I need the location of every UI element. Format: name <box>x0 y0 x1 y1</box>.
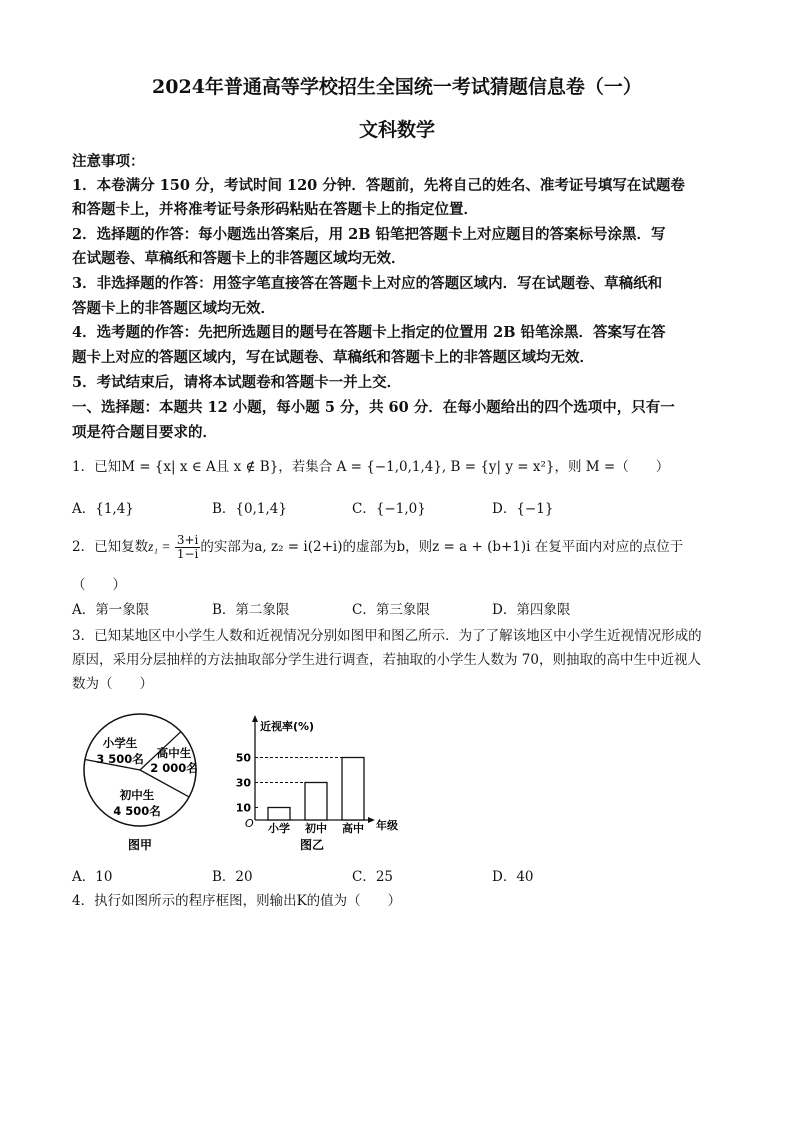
bar-category-label: 高中 <box>342 822 364 835</box>
q1-option-c: C．{−1,0} <box>352 501 426 517</box>
q2-option-a: A．第一象限 <box>72 602 150 618</box>
bar-category-label: 小学 <box>268 822 290 835</box>
q2-fraction-denominator: 1−i <box>176 547 199 561</box>
question-3-line: 数为（ ） <box>72 676 153 692</box>
q2-fraction <box>175 534 201 561</box>
exam-subject: 文科数学 <box>358 119 435 141</box>
bar-origin: O <box>245 817 254 830</box>
pie-label-middle: 初中生 <box>119 788 155 802</box>
notice-line: 在试题卷、草稿纸和答题卡上的非答题区域均无效． <box>72 250 406 267</box>
bar-category-label: 初中 <box>305 822 327 835</box>
q2-option-c: C．第三象限 <box>352 602 430 618</box>
bar-1 <box>305 783 327 821</box>
notice-line: 答题卡上的非答题区域均无效． <box>72 300 275 317</box>
bar-y-tick-label: 30 <box>235 776 251 790</box>
q2-answer-paren: （ ） <box>72 577 126 593</box>
notice-line: 1．本卷满分 150 分，考试时间 120 分钟．答题前，先将自己的姓名、准考证号填写在试题卷 <box>72 177 685 194</box>
q3-option-d: D．40 <box>492 869 534 885</box>
notice-line: 5．考试结束后，请将本试题卷和答题卡一并上交． <box>72 374 402 391</box>
pie-value-high: 2 000名 <box>150 761 198 775</box>
q2-prefix: 2．已知复数 <box>72 539 149 555</box>
notice-heading: 注意事项： <box>72 153 145 170</box>
notice-line: 3．非选择题的作答：用签字笔直接答在答题卡上对应的答题区域内．写在试题卷、草稿纸和 <box>72 275 663 292</box>
question-3-line: 3．已知某地区中小学生人数和近视情况分别如图甲和图乙所示．为了了解该地区中小学生近视情况形成的 <box>72 628 702 644</box>
q2-z1: z₁ = <box>148 539 171 554</box>
pie-label-high: 高中生 <box>156 746 192 760</box>
q1-option-b: B．{0,1,4} <box>212 501 287 517</box>
bar-y-axis-label: 近视率(%) <box>260 720 315 733</box>
bar-y-tick-label: 10 <box>235 801 251 815</box>
section-heading: 一、选择题：本题共 12 小题，每小题 5 分，共 60 分．在每小题给出的四个选项中，只有一 <box>72 399 675 416</box>
question-1: 1．已知M = {x| x ∈ A且 x ∉ B}，若集合 A = {−1,0,1,4}, B = {y| y = x²}，则 M =（ ） <box>72 459 670 475</box>
q2-option-b: B．第二象限 <box>212 602 290 618</box>
exam-title: 2024年普通高等学校招生全国统一考试猜题信息卷（一） <box>152 76 642 98</box>
q3-option-c: C．25 <box>352 869 394 885</box>
pie-value-middle: 4 500名 <box>113 804 161 818</box>
bar-y-tick-label: 50 <box>235 751 251 765</box>
question-3-line: 原因，采用分层抽样的方法抽取部分学生进行调查，若抽取的小学生人数为 70，则抽取的高中生中近视人 <box>72 652 701 668</box>
bar-x-axis-arrow <box>368 817 375 823</box>
question-4: 4．执行如图所示的程序框图，则输出K的值为（ ） <box>72 893 402 909</box>
q1-option-d: D．{−1} <box>492 501 554 517</box>
q3-option-b: B．20 <box>212 869 253 885</box>
bar-0 <box>268 808 290 821</box>
q3-figures <box>70 710 430 860</box>
q2-fraction-numerator: 3+i <box>176 533 199 547</box>
notice-line: 题卡上对应的答题区域内，写在试题卷、草稿纸和答题卡上的非答题区域均无效． <box>72 349 594 366</box>
bar-y-axis-arrow <box>252 715 258 722</box>
q2-option-d: D．第四象限 <box>492 602 571 618</box>
section-heading-cont: 项是符合题目要求的． <box>72 424 217 441</box>
bar-caption: 图乙 <box>299 838 325 852</box>
bar-2 <box>342 758 364 821</box>
q2-rest: 的实部为a, z₂ = i(2+i)的虚部为b，则z = a + (b+1)i 在复平面内对应的点位于 <box>200 539 684 555</box>
pie-chart <box>84 714 198 852</box>
pie-value-primary: 3 500名 <box>96 752 144 766</box>
bar-x-axis-label: 年级 <box>376 819 398 832</box>
pie-label-primary: 小学生 <box>102 736 138 750</box>
bar-chart <box>236 715 398 852</box>
notice-line: 和答题卡上，并将准考证号条形码粘贴在答题卡上的指定位置． <box>72 201 478 218</box>
question-2 <box>72 534 683 561</box>
q3-option-a: A．10 <box>72 869 113 885</box>
notice-line: 2．选择题的作答：每小题选出答案后，用 2B 铅笔把答题卡上对应题目的答案标号涂黑．写 <box>72 226 666 243</box>
notice-line: 4．选考题的作答：先把所选题目的题号在答题卡上指定的位置用 2B 铅笔涂黑．答案写在答 <box>72 324 666 341</box>
q1-option-a: A．{1,4} <box>72 501 134 517</box>
pie-caption: 图甲 <box>127 838 153 852</box>
